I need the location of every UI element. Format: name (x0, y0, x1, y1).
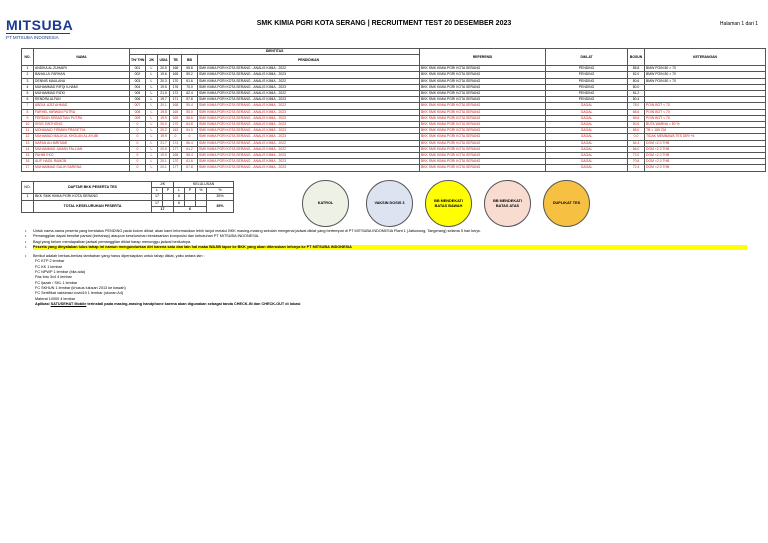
cell-bosun: 72.4 (628, 165, 645, 171)
col-tb: TB (170, 55, 182, 66)
cell-jk: L (146, 72, 158, 78)
cell-nama: RENDRA ALFAN (34, 97, 130, 103)
sum-col-lulus-p: P (185, 188, 196, 194)
cell-ket: POIN BOT < 70 (645, 109, 766, 115)
list-item: FC SKHUN 1 lembar (khusus lulusan 2013 ke bawah) (35, 285, 126, 290)
cell-pend: SMK KIMIA PGRI KOTA SERANG - ANALIS KIMIA - 2022 (198, 146, 420, 152)
cell-th: 0 (130, 134, 146, 140)
cell-usia: 20.5 (158, 66, 170, 72)
cell-jk: L (146, 159, 158, 165)
legend-katrol-label: KATROL (317, 201, 334, 206)
cell-ref: BKK SMK KIMIA PGRI KOTA SERANG (420, 103, 546, 109)
cell-dikat: GAGAL (546, 153, 628, 159)
cell-pend: SMK KIMIA PGRI KOTA SERANG - ANALIS KIMIA - 2023 (198, 128, 420, 134)
sum-total-blank (22, 200, 34, 212)
cell-ket: TB < 165 CM (645, 128, 766, 134)
cell-jk: L (146, 134, 158, 140)
cell-pend: SMK KIMIA PGRI KOTA SERANG - ANALIS KIMIA - 2023 (198, 97, 420, 103)
cell-bb: 61.6 (182, 78, 198, 84)
cell-ref: BKK SMK KIMIA PGRI KOTA SERANG (420, 122, 546, 128)
cell-bosun: 78.0 (628, 103, 645, 109)
cell-pend: SMK KIMIA PGRI KOTA SERANG - ANALIS KIMIA - 2023 (198, 122, 420, 128)
cell-tb: 172 (170, 91, 182, 97)
cell-usia: 19.7 (158, 97, 170, 103)
cell-jk: L (146, 153, 158, 159)
cell-ket: TIDAK MEMBAWA TES DIRI +6 (645, 134, 766, 140)
cell-nama: MUHAMMAD GALIH SARENA (34, 165, 130, 171)
cell-ket: DGM <2.0 THB (645, 153, 766, 159)
cell-tb: 170 (170, 78, 182, 84)
cell-tb: 177 (170, 165, 182, 171)
cell-nama: DENNIS MAULANA (34, 78, 130, 84)
cell-ref: BKK SMK KIMIA PGRI KOTA SERANG (420, 146, 546, 152)
cell-usia: 19.5 (158, 84, 170, 90)
cell-jk: L (146, 78, 158, 84)
cell-nama: MUHAMAD MALIKUL KHOLAN AL AYUBI (34, 134, 130, 140)
cell-jk: L (146, 122, 158, 128)
col-bb: BB (182, 55, 198, 66)
cell-no: 6 (22, 97, 34, 103)
cell-bb: 61.6 (182, 159, 198, 165)
cell-usia: 20.0 (158, 122, 170, 128)
sum-row-no: 1 (22, 194, 34, 200)
cell-dikat: GAGAL (546, 165, 628, 171)
cell-pend: SMK KIMIA PGRI KOTA SERANG - ANALIS KIMIA - 2023 (198, 72, 420, 78)
list-item: FC KTP 2 lembar (35, 259, 65, 264)
cell-jk: L (146, 165, 158, 171)
cell-ket: POIN BOT < 70 (645, 103, 766, 109)
cell-tb: 165 (170, 72, 182, 78)
sum-row-pct: 35% (207, 194, 234, 200)
cell-pend: SMK KIMIA PGRI KOTA SERANG - ANALIS KIMIA - 2022 (198, 78, 420, 84)
cell-no: 9 (22, 115, 34, 121)
sum-col-l: L (152, 188, 163, 194)
cell-pend: SMK KIMIA PGRI KOTA SERANG - ANALIS KIMIA - 2023 (198, 84, 420, 90)
sum-total-jk: 17 (152, 206, 174, 212)
cell-tb: 174 (170, 140, 182, 146)
cell-nama: MOHAMAD FIRMAN PRASETYA (34, 128, 130, 134)
cell-no: 7 (22, 103, 34, 109)
cell-no: 17 (22, 165, 34, 171)
cell-nama: FERDIAN SEBASTIAN PUTRA (34, 115, 130, 121)
summary-table (21, 181, 234, 213)
cell-usia: 20.1 (158, 165, 170, 171)
col-bosun: BOSUN (628, 49, 645, 66)
cell-bb: 61.2 (182, 146, 198, 152)
cell-dikat: GAGAL (546, 128, 628, 134)
cell-tb: 170 (170, 122, 182, 128)
logo-subtitle: PT MITSUBA INDONESIA (6, 33, 70, 40)
cell-nama: MUHAMMAD RIFQI ILHAMI (34, 84, 130, 90)
cell-th: 007 (130, 103, 146, 109)
cell-th: 0 (130, 159, 146, 165)
cell-pend: SMK KIMIA PGRI KOTA SERANG - ANALIS KIMIA - 2023 (198, 153, 420, 159)
cell-dikat: PENDING (546, 72, 628, 78)
col-diklat: DIKLAT (546, 49, 628, 66)
cell-ket: DGM <2.0 THB (645, 165, 766, 171)
cell-dikat: PENDING (546, 84, 628, 90)
cell-tb: 168 (170, 103, 182, 109)
cell-nama: ANDIKA AL ZUHAIRI (34, 66, 130, 72)
cell-bosun: 85.8 (628, 66, 645, 72)
cell-no: 10 (22, 122, 34, 128)
sum-col-pct: % (196, 188, 207, 194)
note-2: • Pemanggilan dapat bersifat parsial (bertahap) ataupun keseluruhan berdasarkan komposisi dan kebutuhan PT MITSUBA INDONESIA. (25, 234, 260, 239)
cell-bosun: 0.0 (628, 134, 645, 140)
cell-th: 0 (130, 140, 146, 146)
cell-tb: 176 (170, 84, 182, 90)
cell-dikat: PENDING (546, 91, 628, 97)
cell-jk: L (146, 140, 158, 146)
cell-bosun: 82.0 (628, 72, 645, 78)
cell-nama: ALIF HASIL RAMON (34, 159, 130, 165)
cell-bb: 54.0 (182, 128, 198, 134)
cell-th: 003 (130, 78, 146, 84)
cell-tb: 177 (170, 146, 182, 152)
col-nama: NAMA (34, 49, 130, 66)
sum-total-lulus: 6 (174, 206, 207, 212)
cell-bosun: 68.0 (628, 128, 645, 134)
cell-jk: L (146, 66, 158, 72)
cell-nama: ABDUL AZIZ AHMAD (34, 103, 130, 109)
cell-nama: IKSIS SINTHONG (34, 122, 130, 128)
cell-th: 009 (130, 115, 146, 121)
cell-bb: 58.4 (182, 153, 198, 159)
cell-usia: 20.3 (158, 78, 170, 84)
cell-th: 002 (130, 72, 146, 78)
logo-text: MITSUBA (6, 17, 74, 33)
cell-th: 0 (130, 146, 146, 152)
cell-ref: BKK SMK KIMIA PGRI KOTA SERANG (420, 140, 546, 146)
cell-bb: 0 (182, 134, 198, 140)
sum-total-lulus-l: 6 (174, 200, 185, 206)
cell-bb: 55.8 (182, 66, 198, 72)
cell-tb: 168 (170, 66, 182, 72)
cell-jk: L (146, 97, 158, 103)
cell-ket: BUTA WARNA > 50 % (645, 122, 766, 128)
col-usia: USIA (158, 55, 170, 66)
cell-ref: BKK SMK KIMIA PGRI KOTA SERANG (420, 84, 546, 90)
sum-row-l: 17 (152, 194, 163, 200)
cell-ref: BKK SMK KIMIA PGRI KOTA SERANG (420, 78, 546, 84)
cell-ref: BKK SMK KIMIA PGRI KOTA SERANG (420, 66, 546, 72)
cell-th: 0 (130, 153, 146, 159)
cell-th: 0 (130, 165, 146, 171)
sum-total-l: 17 (152, 200, 163, 206)
cell-bosun: 80.6 (628, 78, 645, 84)
cell-ket: DGM <2.0 THB (645, 140, 766, 146)
legend-katrol (302, 180, 349, 227)
cell-pend: SMK KIMIA PGRI KOTA SERANG - ANALIS KIMIA - 2023 (198, 159, 420, 165)
cell-nama: MUHAMMAD JAMAN FALLIAN (34, 146, 130, 152)
sum-col-no: NO. (22, 182, 34, 194)
cell-ref: BKK SMK KIMIA PGRI KOTA SERANG (420, 134, 546, 140)
cell-no: 12 (22, 134, 34, 140)
cell-usia: 19.9 (158, 134, 170, 140)
cell-usia: 20.1 (158, 103, 170, 109)
cell-jk: L (146, 103, 158, 109)
cell-bb: 62.4 (182, 91, 198, 97)
cell-bosun: 66.0 (628, 146, 645, 152)
cell-bb: 67.8 (182, 165, 198, 171)
cell-th: 008 (130, 109, 146, 115)
sum-col-daftar: DAFTAR BKK PESERTA TES (34, 182, 152, 194)
cell-usia: 19.6 (158, 72, 170, 78)
cell-ket: POIN BOT < 70 (645, 115, 766, 121)
cell-ket: BMW POIN 80 > 70 (645, 78, 766, 84)
cell-no: 1 (22, 66, 34, 72)
cell-bb: 55.0 (182, 109, 198, 115)
list-item: Pas foto 3x4 4 lembar (35, 275, 72, 280)
cell-pend: SMK KIMIA PGRI KOTA SERANG - ANALIS KIMIA - 2022 (198, 91, 420, 97)
cell-bosun: 81.2 (628, 91, 645, 97)
note-1: • Untuk nama-nama peserta yang berstatus PENDING pada kolom diklat, akan kami informasikan lebih lanjut melalui BKK masing-masing sekolah mengenai jadwal diklat yang bertempat di PT MITSUBA INDONESIA Plant 1 (Jatiuwung, Tangerang) selama 5 hari kerja. (25, 229, 481, 233)
list-item: FC NPWP 1 lembar (bila ada) (35, 270, 86, 275)
cell-tb: 169 (170, 115, 182, 121)
cell-nama: NAFAN ALHARITAMI (34, 140, 130, 146)
cell-bb: 50.4 (182, 103, 198, 109)
cell-no: 5 (22, 91, 34, 97)
cell-no: 13 (22, 140, 34, 146)
cell-jk: L (146, 91, 158, 97)
cell-bosun: 65.6 (628, 115, 645, 121)
cell-usia: 21.0 (158, 91, 170, 97)
cell-ref: BKK SMK KIMIA PGRI KOTA SERANG (420, 115, 546, 121)
cell-bosun: 64.4 (628, 140, 645, 146)
note-4: • Peserta yang dinyatakan lulus tahap ini namun mengundurkan diri karena satu dan lain hal maka WAJIB lapor ke BKK yang akan diteruskan infonya ke PT MITSUBA INDONESIA (25, 245, 755, 250)
cell-tb: 163 (170, 128, 182, 134)
cell-th: 004 (130, 84, 146, 90)
cell-dikat: PENDING (546, 78, 628, 84)
cell-jk: L (146, 128, 158, 134)
cell-pend: SMK KIMIA PGRI KOTA SERANG - ANALIS KIMIA - 2022 (198, 66, 420, 72)
cell-pend: SMK KIMIA PGRI KOTA SERANG - ANALIS KIMIA - 2023 (198, 165, 420, 171)
cell-bb: 57.8 (182, 97, 198, 103)
cell-tb: 170 (170, 159, 182, 165)
col-identitas: IDENTITAS (130, 49, 420, 55)
cell-pend: SMK KIMIA PGRI KOTA SERANG - ANALIS KIMIA - 2023 (198, 109, 420, 115)
cell-jk: L (146, 115, 158, 121)
list-item: FC KK 1 lembar (35, 264, 63, 269)
cell-bb: 59.2 (182, 72, 198, 78)
notes-section (25, 229, 755, 307)
cell-dikat: PENDING (546, 97, 628, 103)
legend-vaksin-label: VAKSIN DOSIS 3 (374, 201, 405, 206)
cell-th: 001 (130, 66, 146, 72)
sum-col-jk: J/K (152, 182, 174, 188)
legend-duplikat-label: DUPLIKAT TES (552, 201, 581, 206)
cell-usia: 20.6 (158, 146, 170, 152)
list-item: Materai 10000 4 lembar (35, 296, 76, 301)
sum-total-pct: 35% (207, 200, 234, 212)
cell-tb: 165 (170, 109, 182, 115)
cell-ref: BKK SMK KIMIA PGRI KOTA SERANG (420, 153, 546, 159)
cell-pend: SMK KIMIA PGRI KOTA SERANG - ANALIS KIMIA - 2022 (198, 103, 420, 109)
cell-dikat: GAGAL (546, 146, 628, 152)
results-table (21, 48, 766, 172)
cell-ref: BKK SMK KIMIA PGRI KOTA SERANG (420, 128, 546, 134)
cell-th: 0 (130, 122, 146, 128)
col-referensi: REFERENSI (420, 49, 546, 66)
cell-usia: 19.8 (158, 109, 170, 115)
cell-dikat: GAGAL (546, 115, 628, 121)
cell-ket: DGM <2.0 THB (645, 146, 766, 152)
cell-no: 3 (22, 78, 34, 84)
cell-ref: BKK SMK KIMIA PGRI KOTA SERANG (420, 165, 546, 171)
cell-dikat: GAGAL (546, 109, 628, 115)
cell-nama: FARHEL NIRWAN PUTRA (34, 109, 130, 115)
cell-usia: 20.2 (158, 128, 170, 134)
cell-no: 16 (22, 159, 34, 165)
cell-usia: 21.7 (158, 140, 170, 146)
legend-vaksin (366, 180, 413, 227)
list-item: FC Ijazah / SKL 1 lembar (35, 280, 78, 285)
cell-bosun: 80.4 (628, 97, 645, 103)
note-3: • Bagi yang belum mendapatkan jadwal pemanggilan diklat harap menunggu jadwal berikutnya. (25, 239, 192, 244)
cell-bb: 58.6 (182, 115, 198, 121)
cell-dikat: PENDING (546, 66, 628, 72)
legend-bb-bawah (425, 180, 472, 227)
sum-col-pct2: % (207, 188, 234, 194)
page-number: Halaman 1 dari 1 (719, 21, 758, 27)
note-5: • Berikut adalah berkas-berkas tambahan yang harus dipersiapkan untuk tahap diklat, yaitu antara lain : (25, 254, 205, 259)
cell-dikat: GAGAL (546, 122, 628, 128)
legend-duplikat (543, 180, 590, 227)
cell-bosun: 70.6 (628, 159, 645, 165)
cell-no: 2 (22, 72, 34, 78)
cell-dikat: GAGAL (546, 140, 628, 146)
sum-col-lulus-l: L (174, 188, 185, 194)
cell-bosun: 50.6 (628, 122, 645, 128)
cell-bosun: 72.0 (628, 153, 645, 159)
sum-row-lulus-l: 6 (174, 194, 185, 200)
cell-ref: BKK SMK KIMIA PGRI KOTA SERANG (420, 91, 546, 97)
cell-no: 8 (22, 109, 34, 115)
cell-bb: 64.8 (182, 122, 198, 128)
cell-nama: MUHAMMAD RIZKI (34, 91, 130, 97)
sum-col-p: P (163, 188, 174, 194)
legend-bb-atas-label: BB MENDEKATI BATAS ATAS (493, 198, 522, 208)
cell-th: 0 (130, 128, 146, 134)
cell-dikat: GAGAL (546, 159, 628, 165)
cell-usia: 19.9 (158, 153, 170, 159)
cell-th: 005 (130, 91, 146, 97)
cell-th: 006 (130, 97, 146, 103)
cell-usia: 20.1 (158, 159, 170, 165)
cell-dikat: GAGAL (546, 103, 628, 109)
table-row (22, 165, 766, 171)
col-jk: J/K (146, 55, 158, 66)
cell-pend: SMK KIMIA PGRI KOTA SERANG - ANALIS KIMIA - 2022 (198, 140, 420, 146)
list-item: FC Sertifikat vaksinasi covid19 1 lembar (ukuran A4) (35, 291, 124, 296)
legend-bb-atas (484, 180, 531, 227)
sum-row-name: BKK SMK KIMIA PGRI KOTA SERANG (34, 194, 152, 200)
document-list (25, 259, 755, 301)
cell-ket: BMW POIN 80 > 70 (645, 66, 766, 72)
cell-ref: BKK SMK KIMIA PGRI KOTA SERANG (420, 159, 546, 165)
cell-pend: SMK KIMIA PGRI KOTA SERANG - ANALIS KIMIA - 2023 (198, 134, 420, 140)
note-final: Aplikasi SATUSEHAT Mobile terinstall pada masing-masing handphone karena akan digunakan sebagai tanda CHECK-IN dan CHECK-OUT di lokasi (35, 301, 301, 306)
cell-ket: BMW POIN 80 > 70 (645, 72, 766, 78)
cell-ket: DGM <2.0 THB (645, 159, 766, 165)
cell-bosun: 80.0 (628, 84, 645, 90)
cell-bosun: 68.6 (628, 109, 645, 115)
cell-jk: L (146, 84, 158, 90)
page-title: SMK KIMIA PGRI KOTA SERANG | RECRUITMENT TEST 20 DESEMBER 2023 (256, 20, 512, 27)
cell-no: 14 (22, 146, 34, 152)
cell-nama: BAHALUL FARHAN (34, 72, 130, 78)
sum-total-label: TOTAL KESELURUHAN PESERTA (34, 200, 152, 212)
cell-ref: BKK SMK KIMIA PGRI KOTA SERANG (420, 109, 546, 115)
col-keterangan: KETERANGAN (645, 49, 766, 66)
cell-tb: 171 (170, 97, 182, 103)
cell-ref: BKK SMK KIMIA PGRI KOTA SERANG (420, 72, 546, 78)
cell-no: 4 (22, 84, 34, 90)
cell-nama: FAHMI EKO (34, 153, 130, 159)
cell-tb: 168 (170, 153, 182, 159)
cell-jk: L (146, 146, 158, 152)
col-pendidikan: PENDIDIKAN (198, 55, 420, 66)
cell-pend: SMK KIMIA PGRI KOTA SERANG - ANALIS KIMIA - 2023 (198, 115, 420, 121)
cell-usia: 19.9 (158, 115, 170, 121)
cell-tb: 0 (170, 134, 182, 140)
cell-jk: L (146, 109, 158, 115)
cell-bb: 70.0 (182, 84, 198, 90)
sum-col-kelulusan: KELULUSAN (174, 182, 234, 188)
legend-bb-bawah-label: BB MENDEKATI BATAS BAWAH (434, 198, 463, 208)
cell-no: 15 (22, 153, 34, 159)
cell-no: 11 (22, 128, 34, 134)
col-no: NO. (22, 49, 34, 66)
cell-bb: 56.4 (182, 140, 198, 146)
cell-ref: BKK SMK KIMIA PGRI KOTA SERANG (420, 97, 546, 103)
cell-dikat: GAGAL (546, 134, 628, 140)
col-th: TH/ THN (130, 55, 146, 66)
